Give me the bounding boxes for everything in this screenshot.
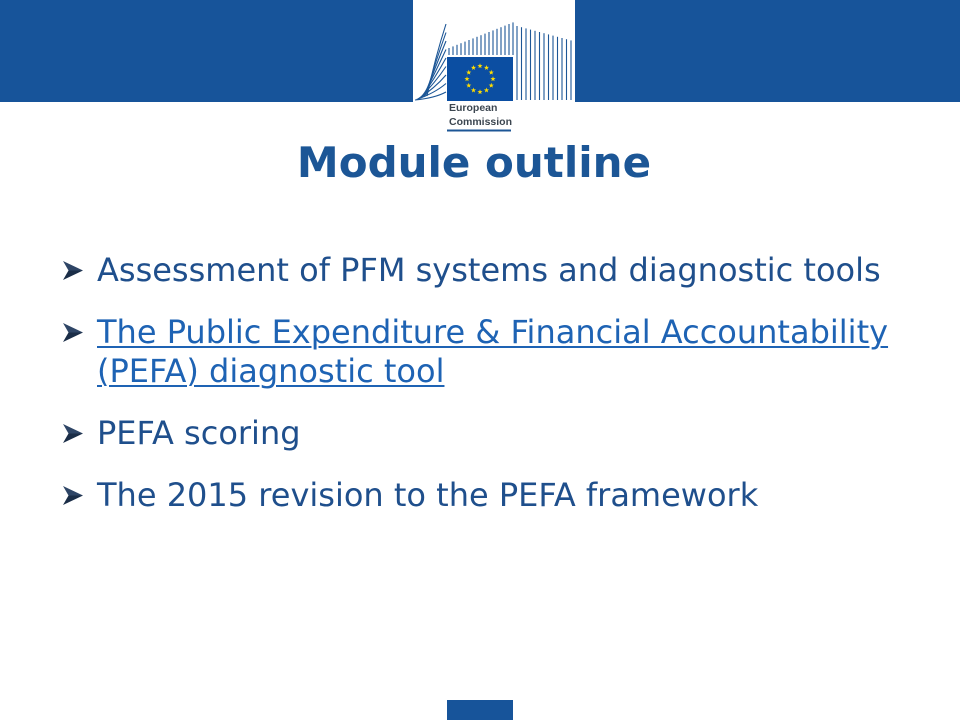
- european-commission-logo: [413, 0, 575, 135]
- bullet-text: The 2015 revision to the PEFA framework: [97, 476, 759, 514]
- logo-text-commission: Commission: [449, 116, 513, 128]
- slide-title: Module outline: [296, 138, 652, 187]
- bullet-item: [60, 313, 940, 391]
- footer-tab: [447, 700, 513, 720]
- arrowhead-bullet-icon: [63, 424, 83, 443]
- bullet-item: [60, 251, 940, 290]
- bullet-text: PEFA scoring: [97, 414, 301, 452]
- bullet-list: [60, 251, 940, 538]
- arrowhead-bullet-icon: [63, 261, 83, 280]
- arrowhead-bullet-icon: [63, 486, 83, 505]
- bullet-item: [60, 414, 940, 453]
- bullet-text: Assessment of PFM systems and diagnostic tools: [97, 251, 881, 289]
- pefa-tool-link[interactable]: The Public Expenditure & Financial Accountability (PEFA) diagnostic tool: [97, 313, 889, 390]
- logo-text-european: European: [449, 102, 498, 114]
- bullet-item: [60, 476, 940, 515]
- arrowhead-bullet-icon: [63, 323, 83, 342]
